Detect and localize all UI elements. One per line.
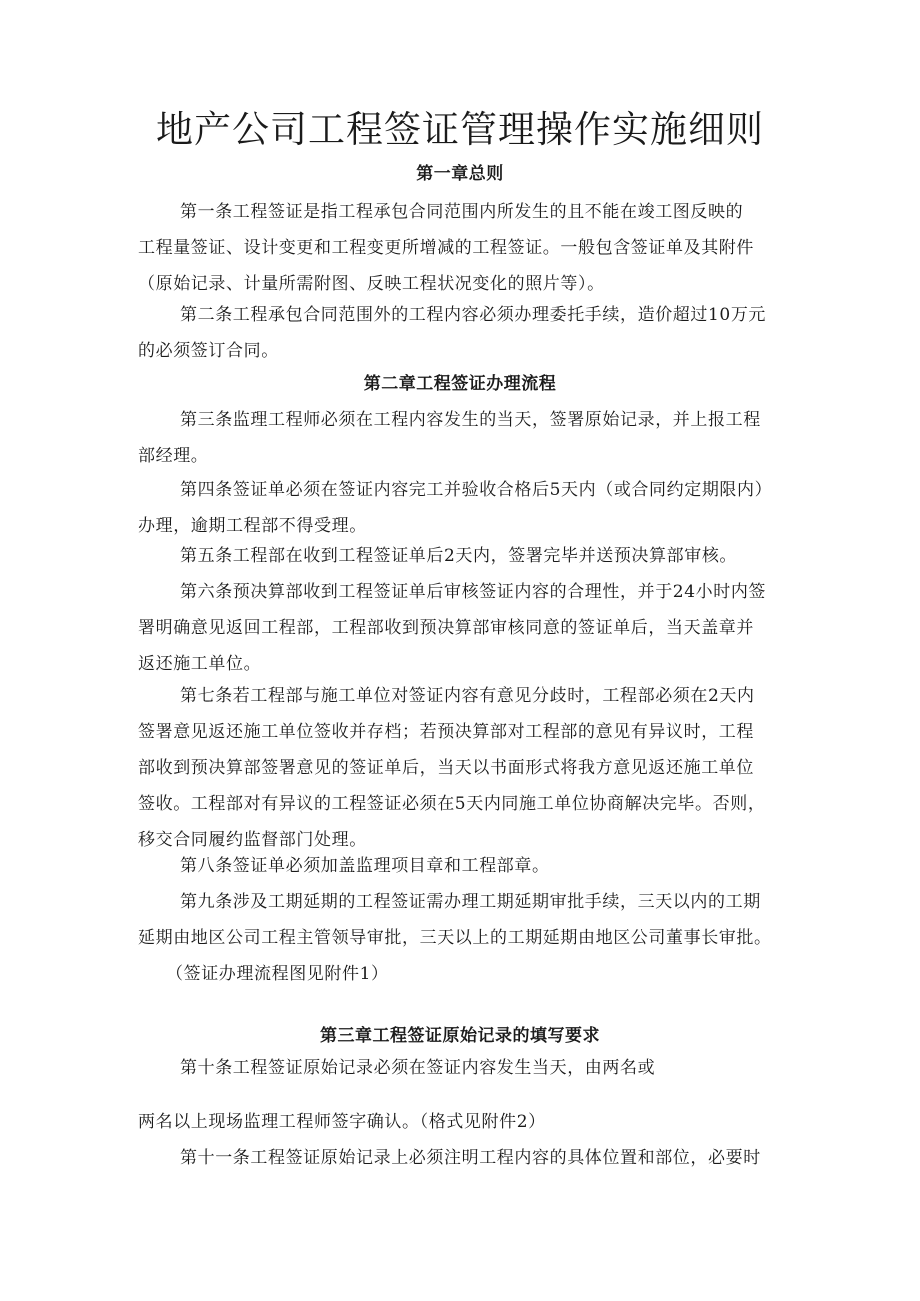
chapter-heading-2: 第二章工程签证办理流程 [363,374,557,394]
article-7 [138,678,790,858]
article-3-line-2: 部经理。 [138,446,209,466]
article-7-line-1: 第七条若工程部与施工单位对签证内容有意见分歧时，工程部必须在2天内 [180,686,755,706]
article-11-line-1: 第十一条工程签证原始记录上必须注明工程内容的具体位置和部位，必要时 [180,1148,761,1168]
article-10-continuation [138,1104,790,1140]
article-5-line-1: 第五条工程部在收到工程签证单后2天内，签署完毕并送预决算部审核。 [180,546,738,566]
article-6-line-2: 署明确意见返回工程部，工程部收到预决算部审核同意的签证单后，当天盖章并 [138,618,754,638]
article-3-line-1: 第三条监理工程师必须在工程内容发生的当天，签署原始记录，并上报工程 [180,410,761,430]
article-8-line-1: 第八条签证单必须加盖监理项目章和工程部章。 [180,856,550,876]
article-1-line-1: 第一条工程签证是指工程承包合同范围内所发生的且不能在竣工图反映的 [180,202,744,222]
article-6-line-3: 返还施工单位。 [138,654,262,674]
article-2 [138,297,790,369]
article-10 [138,1050,790,1086]
article-2-line-1: 第二条工程承包合同范围外的工程内容必须办理委托手续，造价超过10万元 [180,305,767,325]
article-7-line-3: 部收到预决算部签署意见的签证单后，当天以书面形式将我方意见返还施工单位 [138,758,754,778]
article-9-line-3: （签证办理流程图见附件1） [166,964,389,984]
article-2-line-2: 的必须签订合同。 [138,341,279,361]
article-7-line-4: 签收。工程部对有异议的工程签证必须在5天内同施工单位协商解决完毕。否则， [138,794,766,814]
article-4 [138,472,790,544]
document-title: 地产公司工程签证管理操作实施细则 [156,108,764,151]
article-1 [138,194,790,302]
article-11 [138,1140,790,1176]
chapter-heading-3: 第三章工程签证原始记录的填写要求 [320,1026,600,1046]
article-6 [138,574,790,682]
article-9 [138,884,790,992]
article-9-line-1: 第九条涉及工期延期的工程签证需办理工期延期审批手续，三天以内的工期 [180,892,761,912]
article-6-line-1: 第六条预决算部收到工程签证单后审核签证内容的合理性，并于24小时内签 [180,582,767,602]
article-1-line-2: 工程量签证、设计变更和工程变更所增减的工程签证。一般包含签证单及其附件 [138,238,754,258]
article-9-line-2: 延期由地区公司工程主管领导审批，三天以上的工期延期由地区公司董事长审批。 [138,928,772,948]
article-10-line-2: 两名以上现场监理工程师签字确认。（格式见附件2） [138,1112,546,1132]
article-7-line-2: 签署意见返还施工单位签收并存档；若预决算部对工程部的意见有异议时，工程 [138,722,754,742]
article-3 [138,402,790,474]
article-8 [138,848,790,884]
article-4-line-2: 办理，逾期工程部不得受理。 [138,516,367,536]
article-1-line-3: （原始记录、计量所需附图、反映工程状况变化的照片等）。 [138,274,605,294]
chapter-heading-1: 第一章总则 [416,164,504,184]
article-4-line-1: 第四条签证单必须在签证内容完工并验收合格后5天内（或合同约定期限内） [180,480,773,500]
article-5 [138,538,790,574]
article-7-line-5: 移交合同履约监督部门处理。 [138,830,367,850]
article-10-line-1: 第十条工程签证原始记录必须在签证内容发生当天，由两名或 [180,1058,656,1078]
